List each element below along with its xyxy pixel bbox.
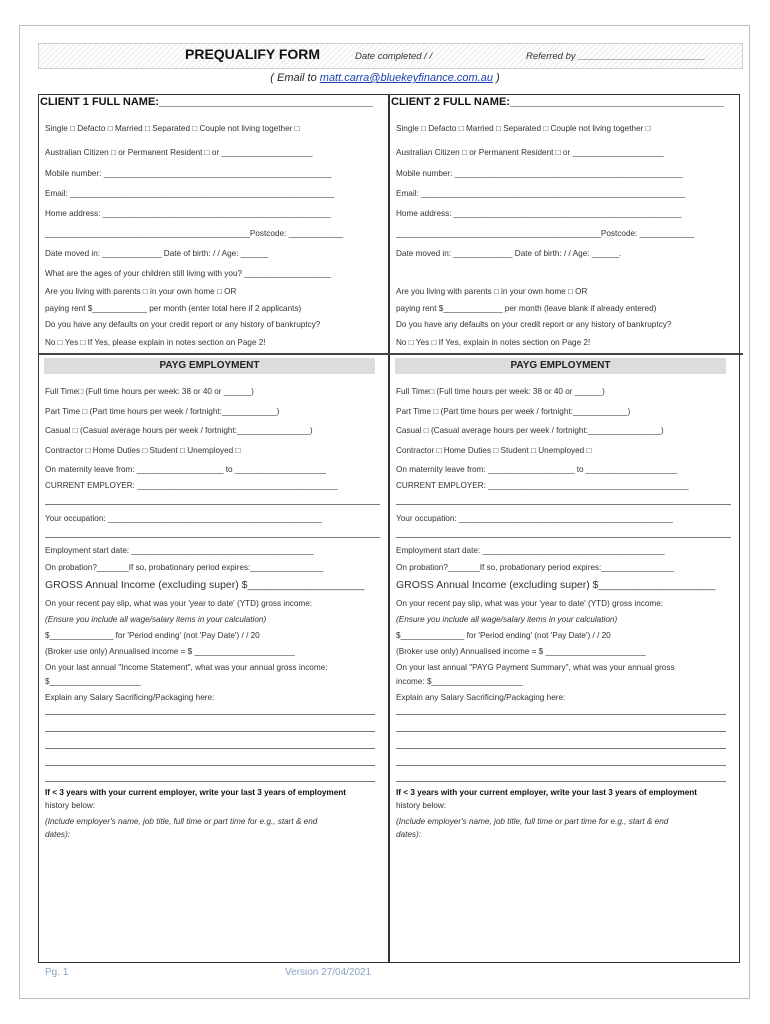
client1-sac-line-5[interactable] <box>45 781 375 782</box>
client2-email[interactable]: Email: __________________________________________________________ <box>396 189 686 198</box>
date-completed-label[interactable]: Date completed / / <box>355 51 433 62</box>
client2-home-address[interactable]: Home address: __________________________________________________ <box>396 209 682 218</box>
client1-employer[interactable]: CURRENT EMPLOYER: ____________________________________________ <box>45 481 338 490</box>
client2-occupation-line <box>396 537 731 538</box>
client2-ensure: (Ensure you include all wage/salary items in your calculation) <box>396 615 618 624</box>
client2-sac-line-3[interactable] <box>396 748 726 749</box>
client1-part-time[interactable]: Part Time □ (Part time hours per week / fortnight:____________) <box>45 407 280 416</box>
client1-status[interactable]: Single □ Defacto □ Married □ Separated □ Couple not living together □ <box>45 124 300 133</box>
client2-maternity[interactable]: On maternity leave from: ___________________ to ____________________ <box>396 465 677 474</box>
client1-occupation-line <box>45 537 380 538</box>
client1-include: (Include employer's name, job title, full time or part time for e.g., start & end <box>45 817 318 826</box>
client2-period[interactable]: $______________ for 'Period ending' (not 'Pay Date') / / 20 <box>396 631 611 640</box>
client1-full-time[interactable]: Full Time□ (Full time hours per week: 38 or 40 or ______) <box>45 387 254 396</box>
client1-sac-line-4[interactable] <box>45 765 375 766</box>
client2-occupation[interactable]: Your occupation: _______________________________________________ <box>396 514 673 523</box>
client1-include-2: dates): <box>45 830 71 839</box>
client1-ensure: (Ensure you include all wage/salary items in your calculation) <box>45 615 267 624</box>
client2-gross-income[interactable]: GROSS Annual Income (excluding super) $____________________ <box>396 579 716 591</box>
client2-annual-amount[interactable]: income: $____________________ <box>396 677 523 686</box>
client2-column <box>389 94 740 963</box>
client1-email[interactable]: Email: __________________________________________________________ <box>45 189 335 198</box>
client1-name-field[interactable]: CLIENT 1 FULL NAME:___________________________________ <box>40 96 374 108</box>
client2-sac-line-4[interactable] <box>396 765 726 766</box>
client1-home-address[interactable]: Home address: __________________________________________________ <box>45 209 331 218</box>
client2-contractor[interactable]: Contractor □ Home Duties □ Student □ Unemployed □ <box>396 446 592 455</box>
client1-probation[interactable]: On probation?_______If so, probationary period expires:________________ <box>45 563 324 572</box>
client2-status[interactable]: Single □ Defacto □ Married □ Separated □ Couple not living together □ <box>396 124 651 133</box>
client1-no-yes[interactable]: No □ Yes □ If Yes, please explain in notes section on Page 2! <box>45 338 266 347</box>
client1-rent[interactable]: paying rent $____________ per month (enter total here if 2 applicants) <box>45 304 302 313</box>
client1-sac-line-3[interactable] <box>45 748 375 749</box>
client1-citizen[interactable]: Australian Citizen □ or Permanent Resident □ or ____________________ <box>45 148 313 157</box>
client1-history-2: history below: <box>45 801 96 810</box>
client1-ytd: On your recent pay slip, what was your 'year to date' (YTD) gross income: <box>45 599 313 608</box>
client1-gross-income[interactable]: GROSS Annual Income (excluding super) $____________________ <box>45 579 365 591</box>
client1-sac-line-2[interactable] <box>45 731 375 732</box>
client1-dob[interactable]: Date moved in: _____________ Date of birth: / / Age: ______ <box>45 249 269 258</box>
client1-column <box>38 94 389 963</box>
client1-start-date[interactable]: Employment start date: ________________________________________ <box>45 546 314 555</box>
client2-sac-line-2[interactable] <box>396 731 726 732</box>
client2-sac-line-5[interactable] <box>396 781 726 782</box>
client1-defaults: Do you have any defaults on your credit report or any history of bankruptcy? <box>45 320 321 329</box>
client2-rent[interactable]: paying rent $_____________ per month (leave blank if already entered) <box>396 304 657 313</box>
client1-salary-sac: Explain any Salary Sacrificing/Packaging here: <box>45 693 215 702</box>
client1-payg-heading: PAYG EMPLOYMENT <box>44 358 375 374</box>
client2-history-2: history below: <box>396 801 447 810</box>
client2-sac-line-1[interactable] <box>396 714 726 715</box>
client2-salary-sac: Explain any Salary Sacrificing/Packaging here: <box>396 693 566 702</box>
client1-broker: (Broker use only) Annualised income = $ ______________________ <box>45 647 295 656</box>
client2-include-2: dates): <box>396 830 422 839</box>
client1-annual: On your last annual "Income Statement", what was your annual gross income: <box>45 663 328 672</box>
client2-history: If < 3 years with your current employer, write your last 3 years of employment <box>396 788 697 797</box>
client1-children[interactable]: What are the ages of your children still living with you? ___________________ <box>45 269 331 278</box>
form-title: PREQUALIFY FORM <box>185 46 321 62</box>
client2-employer-line <box>396 504 731 505</box>
client1-sac-line-1[interactable] <box>45 714 375 715</box>
client1-period[interactable]: $______________ for 'Period ending' (not 'Pay Date') / / 20 <box>45 631 260 640</box>
client1-maternity[interactable]: On maternity leave from: ___________________ to ____________________ <box>45 465 326 474</box>
client2-annual: On your last annual "PAYG Payment Summary", what was your annual gross <box>396 663 675 672</box>
client2-payg-heading: PAYG EMPLOYMENT <box>395 358 726 374</box>
client2-start-date[interactable]: Employment start date: ________________________________________ <box>396 546 665 555</box>
client1-mobile[interactable]: Mobile number: __________________________________________________ <box>45 169 332 178</box>
client2-include: (Include employer's name, job title, full time or part time for e.g., start & end <box>396 817 669 826</box>
client2-broker: (Broker use only) Annualised income = $ ______________________ <box>396 647 646 656</box>
version-label: Version 27/04/2021 <box>285 967 372 978</box>
client2-defaults: Do you have any defaults on your credit report or any history of bankruptcy? <box>396 320 672 329</box>
page-number: Pg. 1 <box>45 967 69 978</box>
client1-casual[interactable]: Casual □ (Casual average hours per week / fortnight:________________) <box>45 426 313 435</box>
client2-citizen[interactable]: Australian Citizen □ or Permanent Resident □ or ____________________ <box>396 148 664 157</box>
client2-parents[interactable]: Are you living with parents □ in your own home □ OR <box>396 287 588 296</box>
email-link[interactable]: matt.carra@bluekeyfinance.com.au <box>319 72 493 84</box>
client2-dob[interactable]: Date moved in: _____________ Date of birth: / / Age: ______. <box>396 249 622 258</box>
client2-mobile[interactable]: Mobile number: __________________________________________________ <box>396 169 683 178</box>
referred-by-label[interactable]: Referred by ________________________ <box>526 51 706 62</box>
email-instruction: ( Email to matt.carra@bluekeyfinance.com.au ) <box>270 72 500 84</box>
client2-part-time[interactable]: Part Time □ (Part time hours per week / fortnight:____________) <box>396 407 631 416</box>
client2-no-yes[interactable]: No □ Yes □ If Yes, explain in notes section on Page 2! <box>396 338 591 347</box>
client2-employer[interactable]: CURRENT EMPLOYER: ____________________________________________ <box>396 481 689 490</box>
client2-casual[interactable]: Casual □ (Casual average hours per week / fortnight:________________) <box>396 426 664 435</box>
client1-postcode[interactable]: _____________________________________________Postcode: ____________ <box>45 229 344 238</box>
client1-contractor[interactable]: Contractor □ Home Duties □ Student □ Unemployed □ <box>45 446 241 455</box>
client1-history: If < 3 years with your current employer, write your last 3 years of employment <box>45 788 346 797</box>
client2-ytd: On your recent pay slip, what was your 'year to date' (YTD) gross income: <box>396 599 664 608</box>
client1-occupation[interactable]: Your occupation: _______________________________________________ <box>45 514 322 523</box>
client1-annual-amount[interactable]: $____________________ <box>45 677 141 686</box>
client2-probation[interactable]: On probation?_______If so, probationary period expires:________________ <box>396 563 675 572</box>
client1-employer-line <box>45 504 380 505</box>
section-divider <box>38 353 743 355</box>
client2-postcode[interactable]: _____________________________________________Postcode: ____________ <box>396 229 695 238</box>
client1-parents[interactable]: Are you living with parents □ in your own home □ OR <box>45 287 237 296</box>
client2-full-time[interactable]: Full Time□ (Full time hours per week: 38 or 40 or ______) <box>396 387 605 396</box>
client2-name-field[interactable]: CLIENT 2 FULL NAME:___________________________________ <box>391 96 725 108</box>
